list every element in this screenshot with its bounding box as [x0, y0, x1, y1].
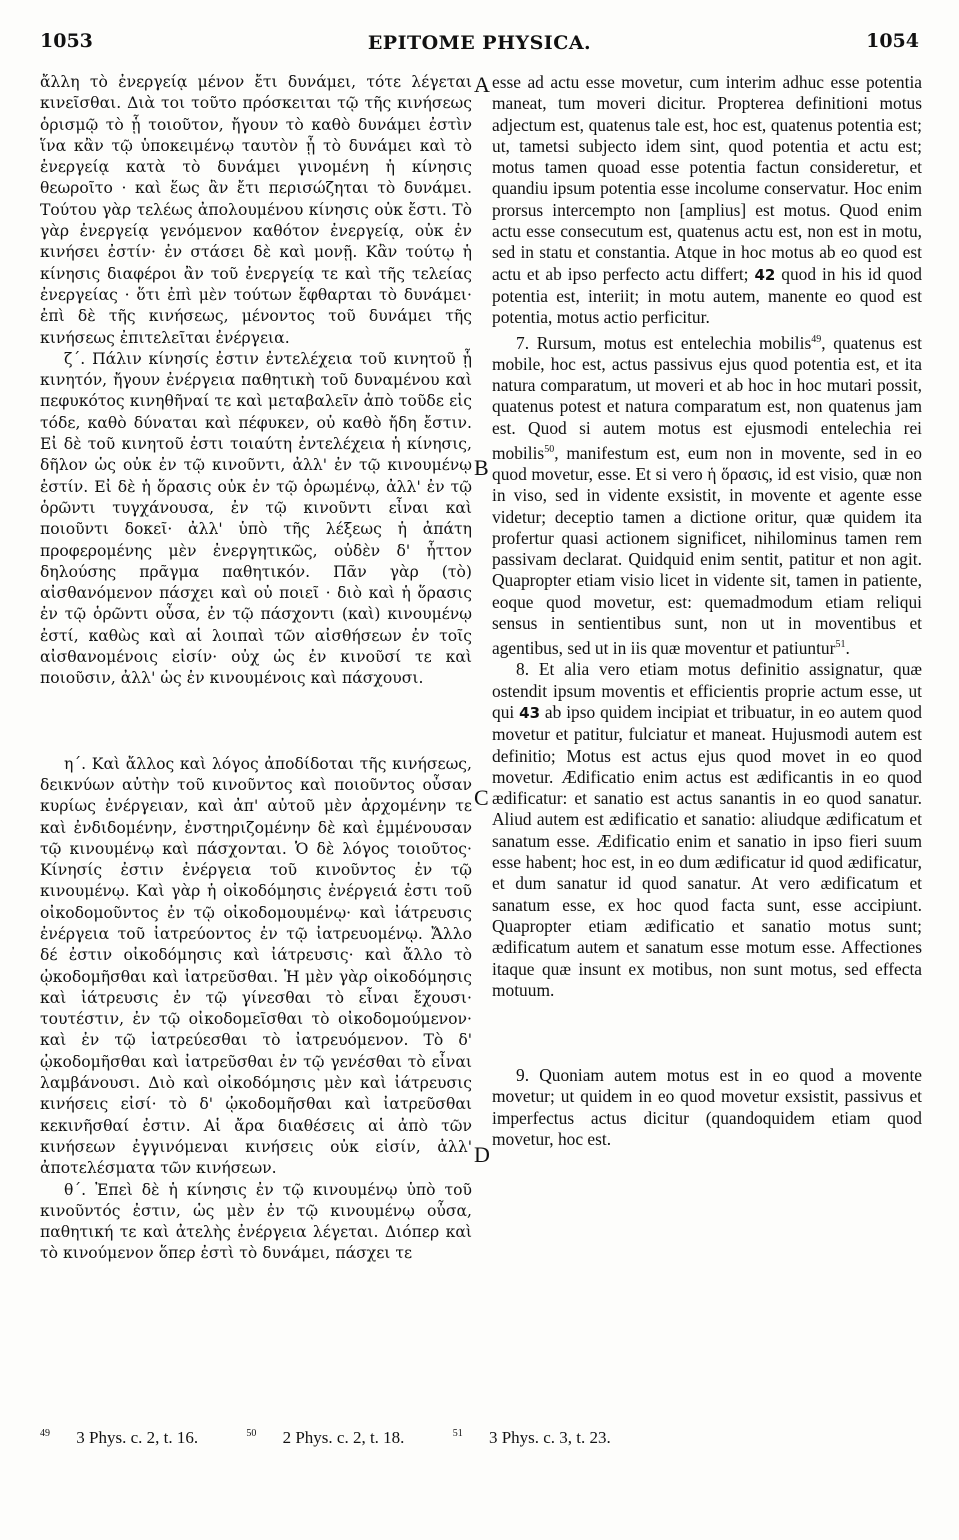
footnote-51: $^{51}$ 3 Phys. c. 3, t. 23.	[452, 1428, 611, 1447]
greek-paragraph-7: ζ΄. Πάλιν κίνησίς ἐστιν ἐντελέχεια τοῦ κινητοῦ ᾗ κινητόν, ἤγουν ἐνέργεια παθητικὴ τοῦ δυναμένου καὶ πεφυκότος κινηθῆναί τε καὶ μεταβαλεῖν ἀπὸ τοῦδε εἰς τόδε, καθὸ δύναται καὶ πέφυκεν, οὐ καθὸ ἤδη ἔστιν. Εἰ δὲ τοῦ κινητοῦ ἐστι τοιαύτη ἐντελέχεια ἡ κίνησις, δῆλον ὡς οὐκ ἐν τῷ κινοῦντι, ἀλλ' ἐν τῷ κινουμένῳ ἐστίν. Εἰ δὲ ἡ ὅρασις οὐκ ἐν τῷ ὁρωμένῳ, ἀλλ' ἐν τῷ ὁρῶντι τυγχάνουσα, ἐν τῷ κινοῦντι εἶναι καὶ ποιοῦντι δοκεῖ· ἀλλ' ὑπὸ τῆς λέξεως ἡ ἀπάτη προφερομένης μὲν ἐνεργητικῶς, οὐδὲν δ' ἧττον δηλούσης πρᾶγμα παθητικόν. Πᾶν γὰρ (τὸ) αἰσθανόμενον πάσχει καὶ οὐ ποιεῖ · διὸ καὶ ἡ ὅρασις ἐν τῷ ὁρῶντι οὖσα, ἐν τῷ πάσχοντι (καὶ) κινουμένῳ ἐστί, καθὼς καὶ αἱ λοιπαὶ τῶν αἰσθήσεων ἐν τοῖς αἰσθανομένοις εἰσίν· οὐχ ὡς ἐν κινοῦσί τε καὶ ποιοῦσιν, ἀλλ' ὡς ἐν κινουμένοις καὶ πάσχουσι.	[40, 349, 472, 688]
latin-paragraph-8	[492, 659, 922, 1001]
latin-p1-text: esse ad actu esse movetur, cum interim adhuc esse potentia maneat, tum moveri dicitur. Propterea definitioni motus adjectum est, quatenus tale est, hoc est, quatenus potentia est; ut, tametsi subjecto idem sint, quod potentia et actu est; motus tamen quoad esse potentia factun consideretur, et quandiu ipsum potentia esse incolume conservatur. Hoc enim prorsus intercempto non [amplius] est motus. Quod enim actu esse consecutum est, quatenus actu est, non est in motu, sed in statu et constantia. Atque in hoc motus ab eo quod est actu et ab ipso perfecto actu differt;	[492, 72, 922, 284]
footnote-50: $^{50}$ 2 Phys. c. 2, t. 18.	[246, 1428, 405, 1447]
margin-letter-b: B	[474, 455, 489, 480]
margin-letter-d: D	[474, 1142, 490, 1167]
latin-p8-text-b: ab ipso quidem incipiat et tribuatur, in eo autem quod movetur et patitur, fulciatur et maneat. Hujusmodi autem est definitio; Motus est actus ejus quod movet in eo quod movetur. Ædificatio enim actus est ædificantis in eo quod ædificatur: et sanatio est actus sanantis in eo quod sanatur. Aliud autem est ædificatio et sanatio: aliudque ædificatum et sanatum esse. Ædificatio enim et sanatio in ipso fieri suum esse habent; hoc est, in eo dum ædificatur id quod ædificatur, et dum sanatur id quod sanatur. At vero ædificatum et sanatum esse, ex hoc quod facta sunt, esse accipiunt. Quapropter etiam ædificatio et sanatio motus sunt; ædificatum autem et sanatum esse motum esse. Affectiones itaque quæ insunt ex motibus, non sunt motus, sed effecta motuum.	[492, 702, 922, 1000]
running-header	[40, 30, 919, 60]
latin-p8-text-a: 8. Et alia vero etiam motus definitio assignatur, quæ ostendit ipsum moventis et efficientis proprie actum esse, ut qui	[492, 659, 922, 722]
latin-paragraph-9: 9. Quoniam autem motus est in eo quod a movente movetur; ut quidem in eo quod movetur exsistit, passivus et imperfectus actus dicitur (quandoquidem etiam quod movetur, hoc est.	[492, 1065, 922, 1150]
latin-p7-text-d: .	[845, 638, 850, 659]
section-number-43: 43	[519, 704, 541, 722]
margin-letter-c: C	[474, 785, 489, 810]
latin-paragraph-7	[492, 329, 922, 660]
margin-letter-a: A	[474, 72, 490, 97]
latin-column	[492, 72, 922, 1150]
running-title: EPITOME PHYSICA.	[367, 32, 592, 54]
section-number-42: 42	[754, 265, 776, 284]
greek-paragraph-1: ἄλλη τὸ ἐνεργείᾳ μένον ἔτι δυνάμει, τότε λέγεται κινεῖσθαι. Διὰ τοι τοῦτο πρόσκειται τῷ τῆς κινήσεως ὁρισμῷ τὸ ᾗ τοιοῦτον, ἤγουν τὸ καθὸ δυνάμει ἐστὶν ἵνα κἂν τῷ ὑποκειμένῳ ταυτὸν ᾖ τὸ δυνάμει καὶ τὸ ἐνεργείᾳ κατὰ τὸ δυνάμει γινομένη ἡ κίνησις θεωροῖτο · καὶ ἕως ἂν ἔτι περισώζηται τὸ δυνάμει. Τούτου γὰρ τελέως ἀπολουμένου κίνησις οὐκ ἔστι. Τὸ γὰρ ἐνεργείᾳ γενόμενον καθότον ἐνεργείᾳ, οὐκ ἐν κινήσει ἐστίν· ἐν στάσει δὲ καὶ μονῇ. Κἂν τούτῳ ἡ κίνησις διαφέροι ἂν τοῦ ἐνεργείᾳ τε καὶ τῆς τελείας ἐνεργείας · ὅτι ἐπὶ μὲν τούτων ἔφθαρται τὸ δυνάμει· ἐπὶ δὲ τῆς κινήσεως, μένοντος τοῦ δυνάμει τῆς κινήσεως ἐπιτελεῖται ἐνέργεια.	[40, 73, 472, 347]
greek-paragraph-8: η΄. Καὶ ἄλλος καὶ λόγος ἀποδίδοται τῆς κινήσεως, δεικνύων αὐτὴν τοῦ κινοῦντος καὶ ποιοῦντος οὖσαν κυρίως ἐνέργειαν, καὶ ἀπ' αὐτοῦ μὲν ἀρχομένην τε καὶ ἐνδιδομένην, ἐνστηριζομένην δὲ καὶ ἐμμένουσαν τῷ κινουμένῳ καὶ πάσχονται. Ὁ δὲ λόγος τοιοῦτος· Κίνησίς ἐστιν ἐνέργεια τοῦ κινοῦντος ἐν τῷ κινουμένῳ. Καὶ γὰρ ἡ οἰκοδόμησις ἐνέργειά ἐστι τοῦ οἰκοδομοῦντος ἐν τῷ οἰκοδομουμένῳ· καὶ ἰάτρευσις ἐνέργεια τοῦ ἰατρεύοντος ἐν τῷ ἰατρευομένῳ. Ἄλλο δέ ἐστιν οἰκοδόμησις καὶ ἰάτρευσις· καὶ ἄλλο τὸ ᾠκοδομῆσθαι καὶ ἰατρεῦσθαι. Ἡ μὲν γὰρ οἰκοδόμησις καὶ ἰάτρευσις ἐν τῷ γίνεσθαι τὸ εἶναι ἔχουσι· τουτέστιν, ἐν τῷ οἰκοδομεῖσθαι τὸ οἰκοδομούμενον· καὶ ἐν τῷ ἰατρεύεσθαι τὸ ἰατρευόμενον. Τὸ δ' ᾠκοδομῆσθαι καὶ ἰατρεῦσθαι ἐν τῷ γενέσθαι τὸ εἶναι λαμβάνουσι. Διὸ καὶ οἰκοδόμησις μὲν καὶ ἰάτρευσις κινήσεις εἰσί· τὸ δ' ᾠκοδομῆσθαι καὶ ἰατρεῦσθαι κεκινῆσθαί ἐστιν. Αἱ ἄρα διαθέσεις αἱ ἀπὸ τῶν κινήσεων ἐγγινόμεναι κινήσεις οὐκ εἰσίν, ἀλλ' ἀποτελέσματα τῶν κινήσεων.	[40, 754, 472, 1178]
footnote-ref-49: 49	[811, 333, 822, 345]
page-number-left: 1053	[40, 30, 93, 52]
footnote-ref-51: 51	[835, 639, 846, 651]
page-number-right: 1054	[866, 30, 919, 52]
greek-column	[40, 72, 472, 1265]
footnote-49: $^{49}$ 3 Phys. c. 2, t. 16.	[40, 1428, 199, 1447]
latin-paragraph-1	[492, 72, 922, 329]
greek-paragraph-9: θ΄. Ἐπεὶ δὲ ἡ κίνησις ἐν τῷ κινουμένῳ ὑπὸ τοῦ κινοῦντός ἐστιν, ὡς μὲν ἐν τῷ κινουμένῳ οὖσα, παθητική τε καὶ ἀτελὴς ἐνέργεια λέγεται. Διόπερ καὶ τὸ κινούμενον ὅπερ ἐστὶ τὸ δυνάμει, πάσχει τε	[40, 1180, 472, 1263]
footnotes	[40, 1428, 655, 1448]
latin-p7-text-c: , manifestum est, eum non in movente, sed in eo quod movetur, esse. Et si vero ἡ ὅρασις, id est visio, quæ non in viso, sed in vidente exsistit, in movente et agente esse videtur; deceptio tamen a dictione oritur, quæ quidem ita profertur quasi actionem significet, nihilominus tamen rem passivam declarat. Quidquid enim sentit, patitur et non agit. Quapropter etiam visio licet in vidente sit, tamen in patiente, eoque quod movetur, est: quemadmodum etiam reliqui sensus in sentientibus sunt, non ut in moventibus et agentibus, sed ut in iis quæ moventur et patiuntur	[492, 442, 922, 659]
latin-p1-tail: quod in his id quod potentia est, interiit; in motu autem, manente eo quod est potentia, motus actio perficitur.	[492, 263, 922, 328]
latin-p7-text-a: 7. Rursum, motus est entelechia mobilis	[516, 332, 812, 353]
latin-p7-text-b: , quatenus est mobile, hoc est, actus passivus ejus quod potentia est, et ita natura comparatum, ut moveri et ab hoc in hoc mutari possit, quatenus potest et natura comparatum est, non quatenus jam est. Quod si autem motus est ejusmodi entelechia rei mobilis	[492, 332, 923, 463]
footnote-ref-50: 50	[544, 443, 555, 455]
